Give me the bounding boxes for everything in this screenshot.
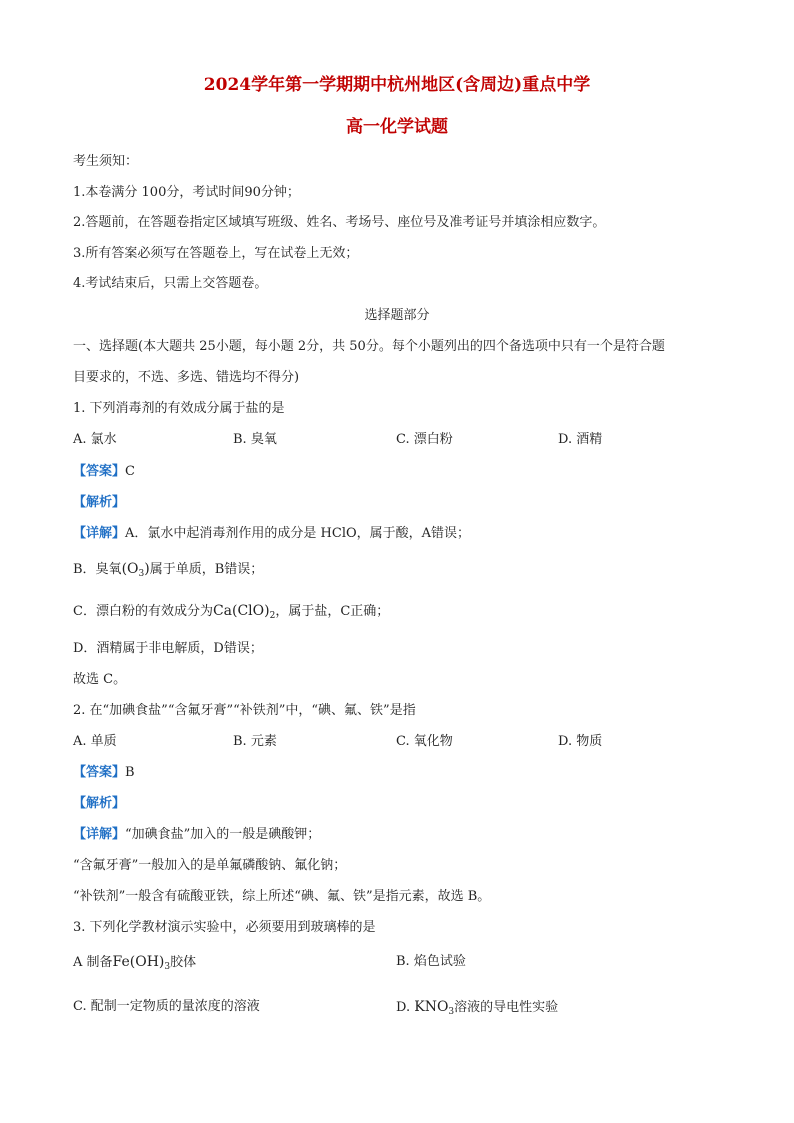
chemical-formula: ) [144,561,150,577]
option-text: D. [396,1000,411,1015]
question-stem: 2. 在“加碘食盐”“含氟牙膏”“补铁剂”中，“碘、氟、铁”是指 [73,703,416,718]
subject-title: 高一化学试题 [346,117,448,137]
notice-item: 1.本卷满分 100分，考试时间90分钟； [73,185,300,200]
detail-text: B．臭氧 [73,562,122,577]
detail-text: A．氯水中起消毒剂作用的成分是 HClO，属于酸，A错误； [125,526,471,541]
option-a [73,952,196,977]
detail-text: 属于单质，B错误； [149,562,264,577]
answer-tag: 【答案】 [73,765,126,780]
formula-subscript: 3 [164,962,171,972]
answer-value: C [125,464,135,479]
option-c: C. 配制一定物质的量浓度的溶液 [73,999,260,1014]
section-instruction: 目要求的，不选、多选、错选均不得分) [73,370,300,385]
section-title: 选择题部分 [364,308,430,323]
chemical-formula: (O [121,561,139,577]
answer-line [73,462,135,482]
formula-subscript: 2 [269,611,276,621]
question-stem: 1. 下列消毒剂的有效成分属于盐的是 [73,401,285,416]
option-d: D. 物质 [558,734,603,749]
detail-line [73,601,389,626]
analysis-tag: 【解析】 [73,495,126,510]
option-d: D. 酒精 [558,432,603,447]
option-a: A. 单质 [73,734,117,749]
detail-line: D．酒精属于非电解质，D错误； [73,641,263,656]
option-b: B. 焰色试验 [396,954,466,969]
option-d [396,997,558,1022]
detail-line [73,825,320,845]
detail-text: ，属于盐，C正确； [275,604,390,619]
chemical-formula: Fe(OH) [112,954,165,970]
notice-item: 4.考试结束后，只需上交答题卷。 [73,276,268,291]
answer-tag: 【答案】 [73,464,126,479]
detail-tag: 【详解】 [73,827,126,842]
question-stem: 3. 下列化学教材演示实验中，必须要用到玻璃棒的是 [73,920,376,935]
exam-title: 2024学年第一学期期中杭州地区(含周边)重点中学 [203,75,591,95]
option-b: B. 臭氧 [233,432,277,447]
detail-line: “补铁剂”一般含有硫酸亚铁，综上所述“碘、氟、铁”是指元素，故选 B。 [73,889,491,904]
option-text: 胶体 [170,955,197,970]
answer-value: B [125,765,135,780]
answer-line [73,763,135,783]
chemical-formula: Ca(ClO) [212,603,270,619]
detail-text: “加碘食盐”加入的一般是碘酸钾； [125,827,321,842]
formula-subscript: 3 [448,1007,455,1017]
notice-item: 2.答题前，在答题卷指定区域填写班级、姓名、考场号、座位号及准考证号并填涂相应数字。 [73,215,606,230]
section-instruction: 一、选择题(本大题共 25小题，每小题 2分，共 50分。每个小题列出的四个备选项中只有一个是符合题 [73,339,665,354]
option-c: C. 漂白粉 [396,432,453,447]
option-a: A. 氯水 [73,432,117,447]
option-b: B. 元素 [233,734,277,749]
detail-line [73,524,470,544]
detail-line [73,559,263,584]
option-text: A 制备 [73,955,113,970]
formula-subscript: 3 [138,569,145,579]
notice-item: 3.所有答案必须写在答题卷上，写在试卷上无效； [73,246,359,261]
detail-text: C．漂白粉的有效成分为 [73,604,213,619]
chemical-formula: KNO [414,999,449,1015]
analysis-tag: 【解析】 [73,796,126,811]
conclusion-line: 故选 C。 [73,672,127,687]
detail-line: “含氟牙膏”一般加入的是单氟磷酸钠、氟化钠； [73,858,347,873]
option-text: 溶液的导电性实验 [454,1000,559,1015]
detail-tag: 【详解】 [73,526,126,541]
notice-heading: 考生须知： [73,154,139,169]
option-c: C. 氧化物 [396,734,453,749]
